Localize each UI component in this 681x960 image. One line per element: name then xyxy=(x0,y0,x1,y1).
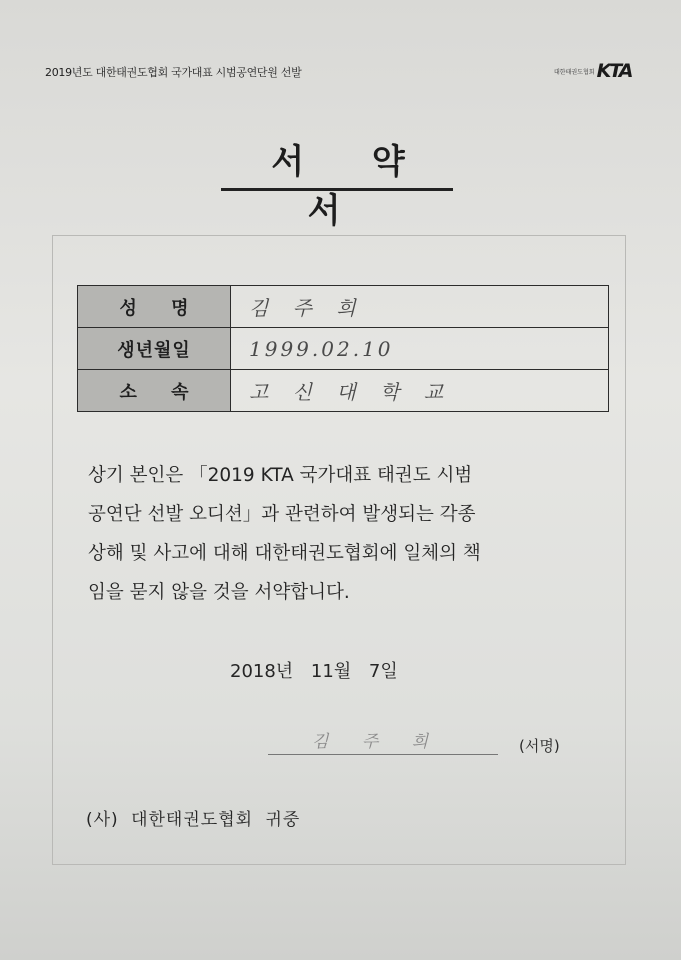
pledge-line: 공연단 선발 오디션」과 관련하여 발생되는 각종 xyxy=(88,504,476,525)
table-row xyxy=(78,286,609,328)
pledge-line: 상기 본인은 「2019 KTA 국가대표 태권도 시범 xyxy=(88,465,473,486)
name-label: 성 명 xyxy=(78,286,231,328)
header-title: 2019년도 대한태권도협회 국가대표 시범공연단원 선발 xyxy=(45,66,302,79)
name-value: 김 주 희 xyxy=(231,286,609,328)
affiliation-label: 소 속 xyxy=(78,370,231,412)
title-underline xyxy=(221,188,453,191)
table-row xyxy=(78,328,609,370)
addressee: (사) 대한태권도협회 귀중 xyxy=(86,810,301,830)
signature-name: 김 주 희 xyxy=(312,732,443,752)
pledge-date: 2018년 11월 7일 xyxy=(230,661,398,682)
logo-org-text: 대한태권도협회 xyxy=(554,68,595,76)
logo-mark: KTA xyxy=(596,60,632,82)
kta-logo xyxy=(554,60,632,82)
table-row xyxy=(78,370,609,412)
pledge-line: 상해 및 사고에 대해 대한태권도협회에 일체의 책 xyxy=(88,543,481,564)
affiliation-value: 고 신 대 학 교 xyxy=(231,370,609,412)
pledge-line: 임을 묻지 않을 것을 서약합니다. xyxy=(88,582,350,603)
signature-line xyxy=(268,754,498,755)
birthdate-label: 생년월일 xyxy=(78,328,231,370)
info-table xyxy=(77,285,609,412)
document-title: 서 약 서 xyxy=(271,142,433,231)
birthdate-value: 1999.02.10 xyxy=(231,328,609,370)
signature-label: (서명) xyxy=(519,737,560,755)
pledge-text xyxy=(88,456,608,612)
